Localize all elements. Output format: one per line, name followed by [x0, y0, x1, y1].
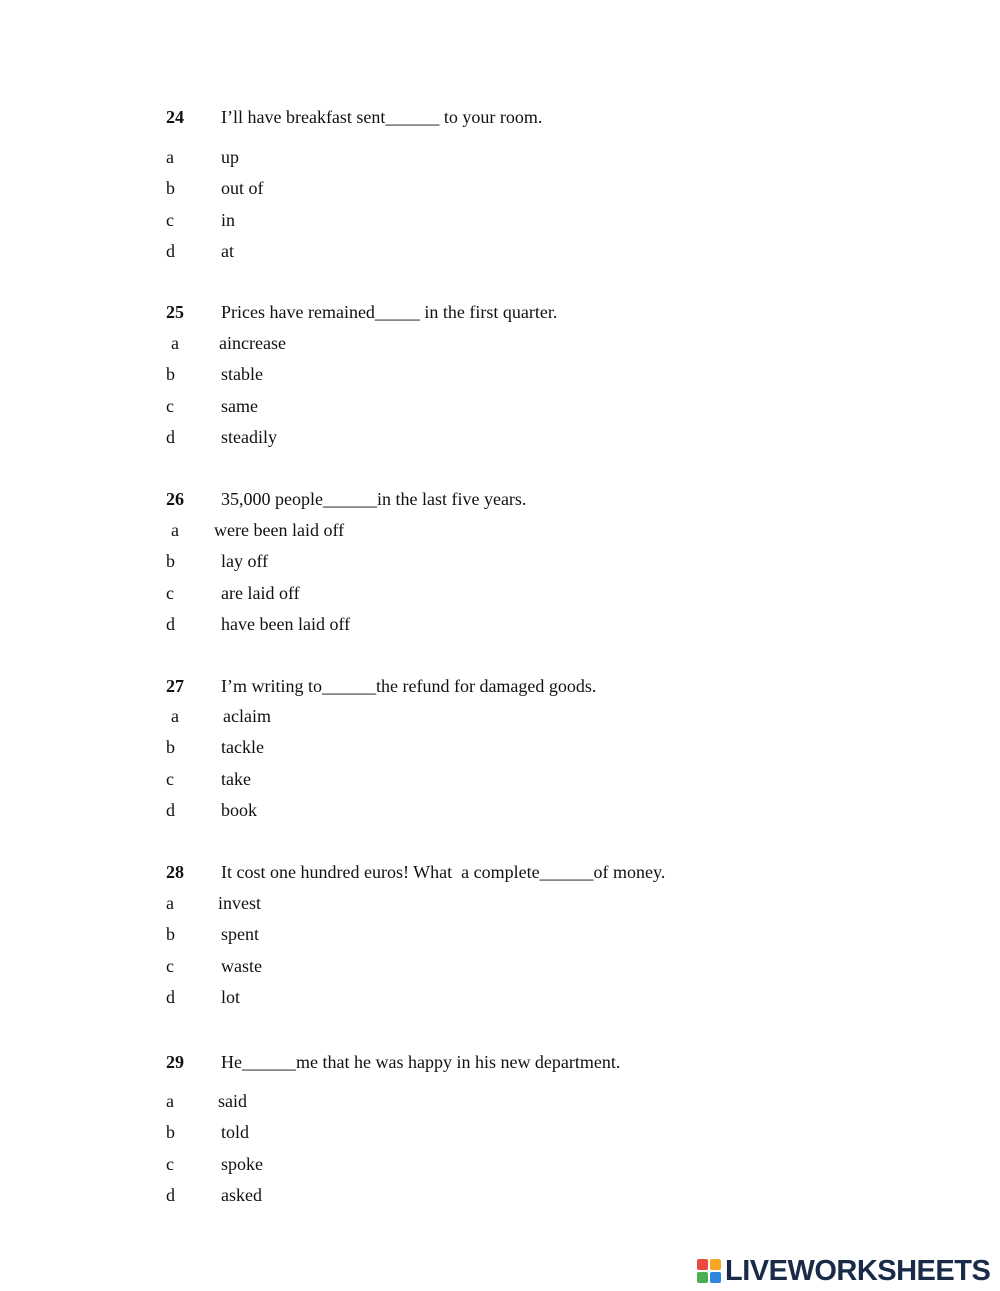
question-line: [0, 105, 1000, 131]
option-letter: c: [166, 396, 174, 416]
option-d[interactable]: [0, 798, 1000, 824]
option-letter: a: [171, 520, 179, 540]
option-c[interactable]: [0, 954, 1000, 980]
option-d[interactable]: [0, 1183, 1000, 1209]
option-letter: a: [166, 893, 174, 913]
badge-square-2: [710, 1259, 721, 1270]
option-a[interactable]: [0, 518, 1000, 544]
question-text: I’m writing to______the refund for damaged goods.: [221, 676, 597, 696]
question-number: 24: [166, 107, 184, 127]
option-text: have been laid off: [221, 614, 351, 634]
option-text: asked: [221, 1185, 262, 1205]
question-number: 29: [166, 1052, 184, 1072]
option-text: spent: [221, 924, 259, 944]
option-letter: b: [166, 178, 175, 198]
option-d[interactable]: [0, 985, 1000, 1011]
option-c[interactable]: [0, 208, 1000, 234]
option-letter: d: [166, 614, 175, 634]
option-a[interactable]: [0, 704, 1000, 730]
option-d[interactable]: [0, 239, 1000, 265]
question-line: [0, 300, 1000, 326]
question-text: Prices have remained_____ in the first quarter.: [221, 302, 558, 322]
option-letter: c: [166, 956, 174, 976]
option-letter: c: [166, 583, 174, 603]
question-number: 28: [166, 862, 184, 882]
option-b[interactable]: [0, 176, 1000, 202]
option-b[interactable]: [0, 735, 1000, 761]
option-letter: a: [166, 147, 174, 167]
option-b[interactable]: [0, 1120, 1000, 1146]
option-letter: c: [166, 1154, 174, 1174]
option-text: aincrease: [219, 333, 286, 353]
option-letter: c: [166, 769, 174, 789]
badge-square-4: [710, 1272, 721, 1283]
option-text: at: [221, 241, 234, 261]
question-text: He______me that he was happy in his new department.: [221, 1052, 621, 1072]
option-b[interactable]: [0, 549, 1000, 575]
option-c[interactable]: [0, 1152, 1000, 1178]
option-letter: b: [166, 1122, 175, 1142]
option-letter: b: [166, 364, 175, 384]
option-d[interactable]: [0, 612, 1000, 638]
live-badge-icon: [697, 1259, 721, 1283]
option-letter: d: [166, 241, 175, 261]
option-text: in: [221, 210, 236, 230]
option-text: said: [218, 1091, 247, 1111]
option-a[interactable]: [0, 1089, 1000, 1115]
question-line: [0, 487, 1000, 513]
option-a[interactable]: [0, 891, 1000, 917]
question-text: I’ll have breakfast sent______ to your room.: [221, 107, 543, 127]
option-letter: b: [166, 924, 175, 944]
option-text: take: [221, 769, 251, 789]
option-letter: d: [166, 987, 175, 1007]
option-text: invest: [218, 893, 261, 913]
option-text: book: [221, 800, 257, 820]
option-letter: b: [166, 737, 175, 757]
option-letter: a: [166, 1091, 174, 1111]
option-c[interactable]: [0, 394, 1000, 420]
option-c[interactable]: [0, 767, 1000, 793]
option-d[interactable]: [0, 425, 1000, 451]
question-number: 27: [166, 676, 184, 696]
option-text: lot: [221, 987, 241, 1007]
question-line: [0, 674, 1000, 700]
question-number: 26: [166, 489, 184, 509]
badge-square-1: [697, 1259, 708, 1270]
option-text: stable: [221, 364, 263, 384]
option-a[interactable]: [0, 331, 1000, 357]
option-text: out of: [221, 178, 264, 198]
question-line: [0, 1050, 1000, 1076]
option-text: same: [221, 396, 258, 416]
option-a[interactable]: [0, 145, 1000, 171]
option-text: were been laid off: [214, 520, 345, 540]
option-b[interactable]: [0, 922, 1000, 948]
option-text: waste: [221, 956, 262, 976]
option-letter: d: [166, 800, 175, 820]
question-number: 25: [166, 302, 184, 322]
badge-square-3: [697, 1272, 708, 1283]
option-letter: d: [166, 427, 175, 447]
option-text: spoke: [221, 1154, 263, 1174]
option-text: told: [221, 1122, 250, 1142]
question-text: It cost one hundred euros! What a complete______of money.: [221, 862, 666, 882]
option-letter: b: [166, 551, 175, 571]
option-letter: d: [166, 1185, 175, 1205]
option-text: are laid off: [221, 583, 300, 603]
option-text: up: [221, 147, 239, 167]
option-letter: c: [166, 210, 174, 230]
option-letter: a: [171, 333, 179, 353]
option-letter: a: [171, 706, 179, 726]
option-b[interactable]: [0, 362, 1000, 388]
question-text: 35,000 people______in the last five years.: [221, 489, 527, 509]
liveworksheets-logo: [697, 1255, 997, 1287]
option-text: tackle: [221, 737, 264, 757]
option-c[interactable]: [0, 581, 1000, 607]
question-line: [0, 860, 1000, 886]
logo-text: LIVEWORKSHEETS: [725, 1255, 991, 1287]
option-text: lay off: [221, 551, 269, 571]
option-text: aclaim: [223, 706, 271, 726]
option-text: steadily: [221, 427, 277, 447]
